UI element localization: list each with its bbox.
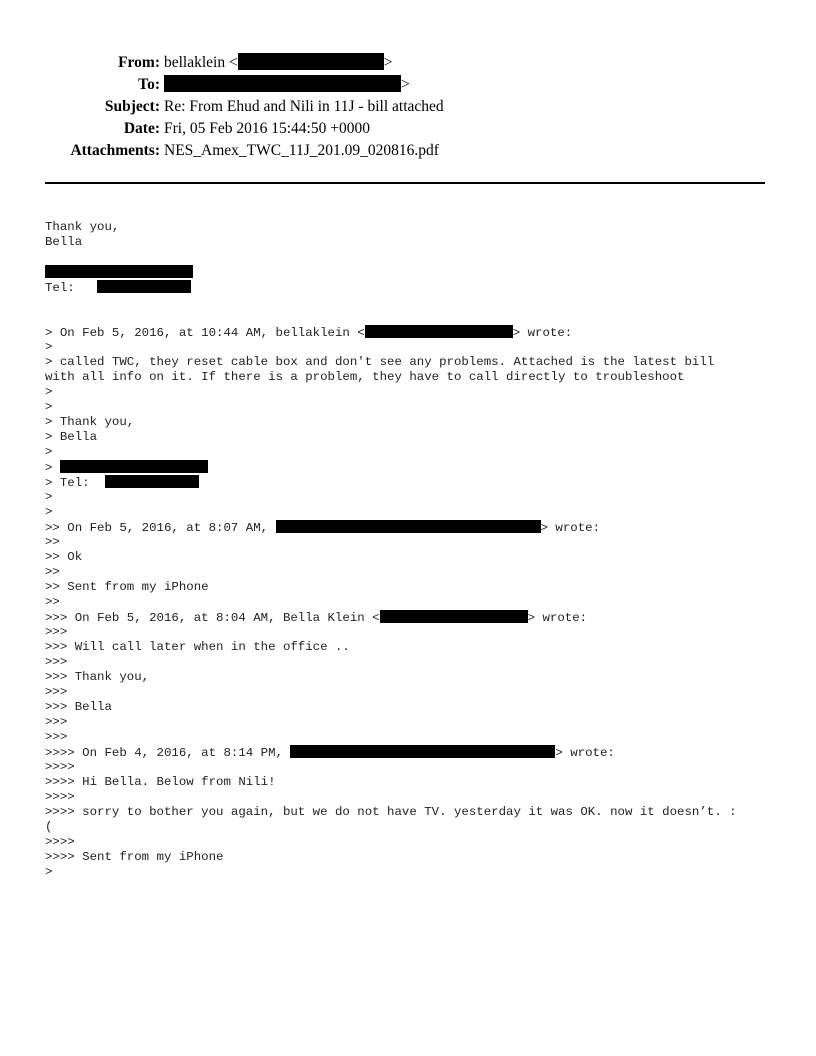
header-divider [45, 182, 765, 184]
body-line: >> [45, 535, 60, 549]
quote-attribution [45, 325, 785, 340]
redacted-from-email [238, 53, 384, 70]
body-line: >>>> Hi Bella. Below from Nili! [45, 775, 276, 789]
body-line: >>>> [45, 790, 75, 804]
body-line: >>>> Sent from my iPhone [45, 850, 224, 864]
body-line: Bella [45, 235, 83, 249]
body-line: >>> [45, 730, 68, 744]
redacted-phone [105, 475, 199, 488]
email-body [45, 220, 785, 880]
from-row [0, 52, 816, 74]
body-line: >>>> sorry to bother you again, but we do not have TV. yesterday it was OK. now it doesn’t. : [45, 805, 737, 819]
body-line: > [45, 490, 53, 504]
quote-attribution [45, 610, 785, 625]
body-line: > [45, 340, 53, 354]
body-line: Thank you, [45, 220, 120, 234]
body-line: >>>> [45, 760, 75, 774]
signature-line [45, 460, 785, 475]
attachment-filename: NES_Amex_TWC_11J_201.09_020816.pdf [164, 142, 439, 159]
redacted-to-address [164, 75, 401, 92]
to-bracket: > [401, 76, 410, 93]
body-line: >>> Thank you, [45, 670, 150, 684]
body-line: > [45, 865, 53, 879]
quote-attribution [45, 520, 785, 535]
body-line: >>> Will call later when in the office .. [45, 640, 350, 654]
tel-line [45, 475, 785, 490]
attachments-row [0, 140, 816, 162]
body-line: >> Ok [45, 550, 83, 564]
subject-value: Re: From Ehud and Nili in 11J - bill attached [164, 98, 444, 115]
redacted-email [365, 325, 513, 338]
signature-line [45, 265, 785, 280]
quote-marker: > [45, 461, 60, 475]
redacted-signature [45, 265, 193, 278]
body-line: > Thank you, [45, 415, 135, 429]
redacted-email [380, 610, 528, 623]
to-value [164, 74, 410, 96]
tel-label: Tel: [45, 281, 98, 295]
body-line [45, 250, 785, 265]
date-row [0, 118, 816, 140]
body-line: > Bella [45, 430, 98, 444]
subject-label: Subject: [104, 98, 160, 115]
attribution-suffix: > wrote: [540, 521, 601, 535]
to-label: To: [138, 76, 160, 93]
body-line: > [45, 400, 53, 414]
body-line: > [45, 505, 53, 519]
body-line: >> [45, 595, 60, 609]
body-line: >> Sent from my iPhone [45, 580, 209, 594]
body-line: ( [45, 820, 53, 834]
tel-line [45, 280, 785, 295]
from-value [164, 52, 392, 74]
attribution-suffix: > wrote: [527, 611, 588, 625]
redacted-phone [97, 280, 191, 293]
attribution-suffix: > wrote: [512, 326, 573, 340]
from-name: bellaklein < [164, 54, 238, 71]
body-line: >>> [45, 625, 68, 639]
attribution-text: >>>> On Feb 4, 2016, at 8:14 PM, [45, 746, 291, 760]
attachments-label: Attachments: [70, 142, 160, 159]
body-line: >>>> [45, 835, 75, 849]
redacted-signature [60, 460, 208, 473]
date-label: Date: [123, 120, 160, 137]
body-line [45, 295, 785, 310]
attribution-text: >>> On Feb 5, 2016, at 8:04 AM, Bella Klein < [45, 611, 380, 625]
body-line: >>> [45, 715, 68, 729]
to-row [0, 74, 816, 96]
redacted-sender [276, 520, 541, 533]
body-line: >>> [45, 685, 68, 699]
body-line: >>> [45, 655, 68, 669]
attribution-suffix: > wrote: [555, 746, 615, 760]
quote-attribution [45, 745, 785, 760]
subject-row [0, 96, 816, 118]
from-bracket: > [383, 54, 393, 71]
body-line: > [45, 385, 53, 399]
body-line [45, 310, 785, 325]
attribution-text: > On Feb 5, 2016, at 10:44 AM, bellaklein < [45, 326, 365, 340]
from-label: From: [118, 54, 160, 71]
body-line: >> [45, 565, 60, 579]
body-line: > [45, 445, 53, 459]
body-line: > called TWC, they reset cable box and don't see any problems. Attached is the latest bill [45, 355, 715, 369]
date-value: Fri, 05 Feb 2016 15:44:50 +0000 [164, 120, 370, 137]
redacted-sender [290, 745, 555, 758]
body-line: >>> Bella [45, 700, 112, 714]
tel-label: > Tel: [45, 476, 105, 490]
attribution-text: >> On Feb 5, 2016, at 8:07 AM, [45, 521, 276, 535]
body-line: with all info on it. If there is a problem, they have to call directly to troubleshoot [45, 370, 685, 384]
